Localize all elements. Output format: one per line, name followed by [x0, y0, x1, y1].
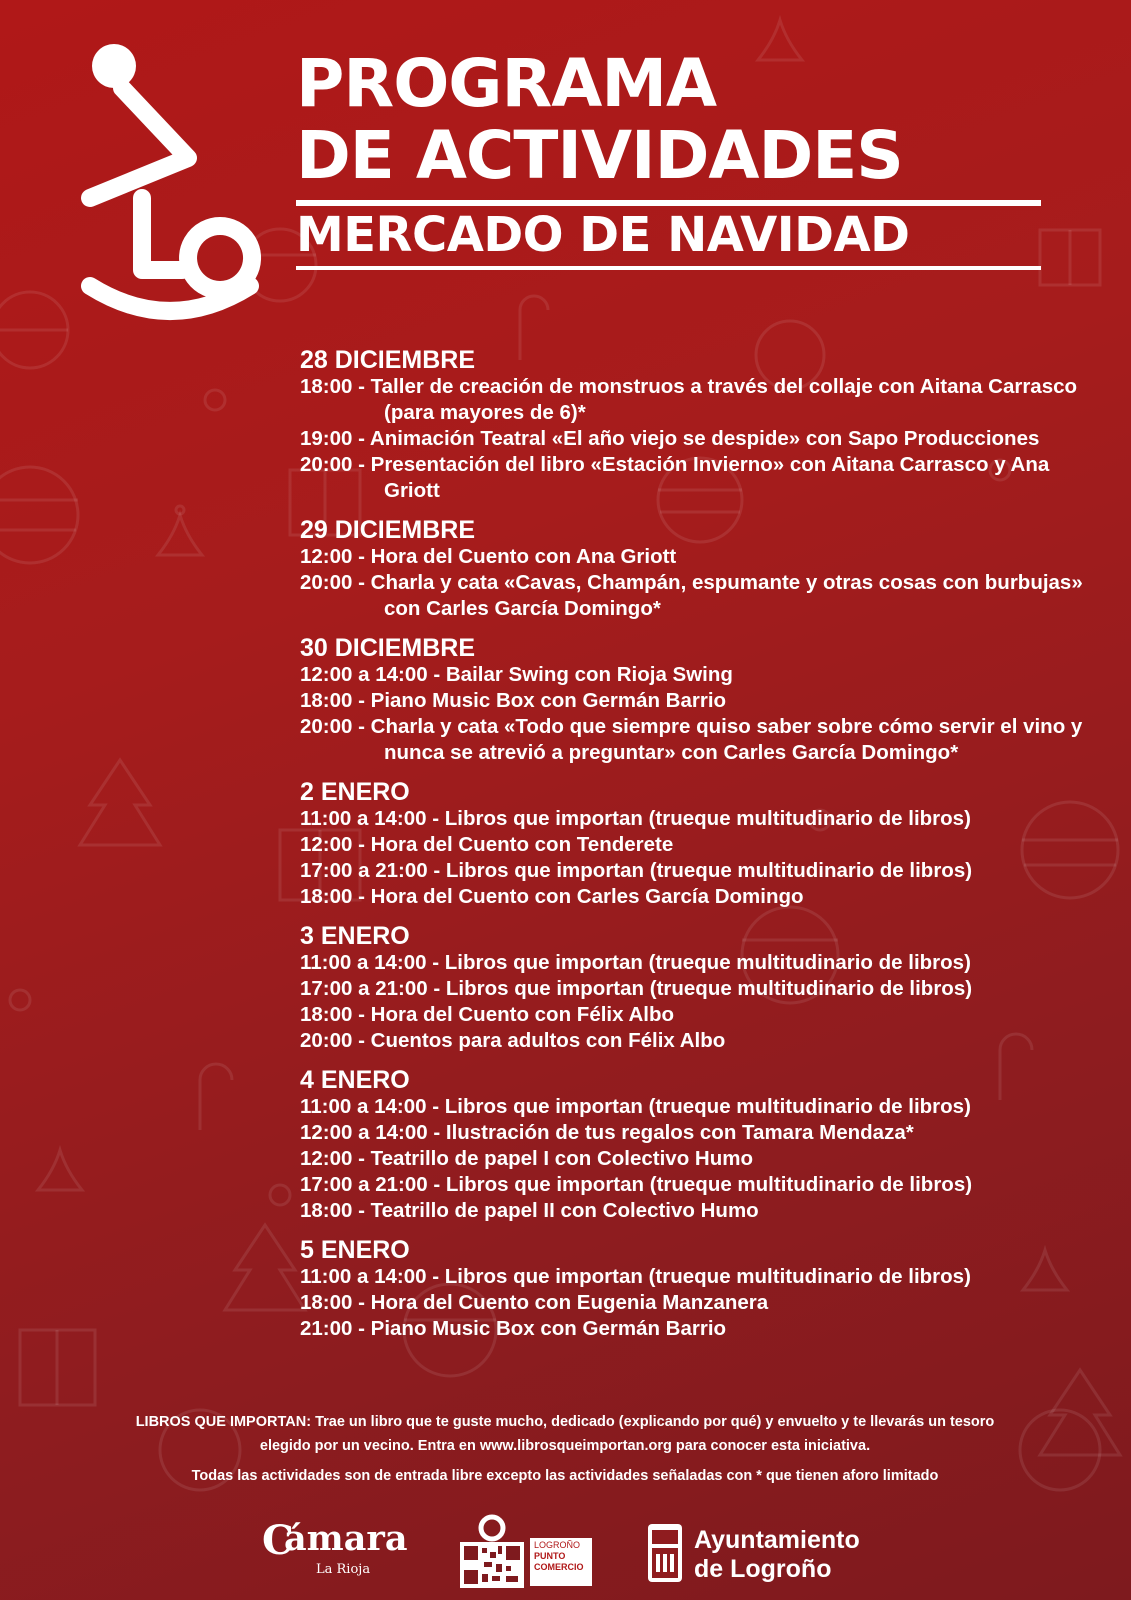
header [296, 45, 1041, 270]
event-item: 18:00 - Hora del Cuento con Carles García Domingo [300, 885, 804, 908]
page-title-line-1: PROGRAMA [296, 45, 717, 122]
day-30-diciembre [300, 634, 1090, 766]
ayuntamiento-name [694, 1526, 860, 1584]
subtitle-divider [296, 266, 1041, 270]
event-item: 20:00 - Presentación del libro «Estación Invierno» con Aitana Carrasco y Ana Griott [300, 453, 1050, 502]
note-label: LIBROS QUE IMPORTAN: [135, 1414, 312, 1430]
event-item: 18:00 - Hora del Cuento con Eugenia Manzanera [300, 1291, 769, 1314]
page-subtitle: MERCADO DE NAVIDAD [296, 207, 910, 263]
event-item: 11:00 a 14:00 - Libros que importan (trueque multitudinario de libros) [300, 1095, 971, 1118]
day-heading: 29 DICIEMBRE [300, 516, 476, 544]
camara-initial: C [262, 1517, 294, 1564]
event-item: 11:00 a 14:00 - Libros que importan (trueque multitudinario de libros) [300, 951, 971, 974]
day-3-enero [300, 922, 1090, 1054]
event-item: 20:00 - Cuentos para adultos con Félix Albo [300, 1029, 726, 1052]
event-item: 19:00 - Animación Teatral «El año viejo se despide» con Sapo Producciones [300, 427, 1040, 450]
note-text-2: elegido por un vecino. Entra en www.librosqueimportan.org para conocer esta iniciativa. [259, 1438, 871, 1454]
event-item: 20:00 - Charla y cata «Cavas, Champán, espumante y otras cosas con burbujas» con Carles García Domingo* [300, 571, 1083, 620]
event-item: 18:00 - Hora del Cuento con Félix Albo [300, 1003, 674, 1026]
day-heading: 30 DICIEMBRE [300, 634, 476, 662]
ayuntamiento-logrono-logo [646, 1522, 886, 1588]
event-item: 12:00 a 14:00 - Bailar Swing con Rioja Swing [300, 663, 733, 686]
day-heading: 2 ENERO [300, 778, 410, 806]
event-item: 12:00 - Teatrillo de papel I con Colectivo Humo [300, 1147, 753, 1170]
day-29-diciembre [300, 516, 1090, 622]
day-4-enero [300, 1066, 1090, 1224]
event-item: 17:00 a 21:00 - Libros que importan (trueque multitudinario de libros) [300, 977, 973, 1000]
event-item: 21:00 - Piano Music Box con Germán Barrio [300, 1317, 727, 1340]
activities-program [300, 346, 1090, 1354]
ayto-line-2: de Logroño [694, 1555, 832, 1583]
event-item: 18:00 - Teatrillo de papel II con Colectivo Humo [300, 1199, 759, 1222]
event-item: 18:00 - Taller de creación de monstruos a través del collaje con Aitana Carrasco (para mayores de 6)* [300, 375, 1078, 424]
day-28-diciembre [300, 346, 1090, 504]
event-item: 12:00 - Hora del Cuento con Tenderete [300, 833, 674, 856]
punto-line-1: LOGROÑO [534, 1540, 581, 1550]
day-heading: 28 DICIEMBRE [300, 346, 476, 374]
ayto-line-1: Ayuntamiento [694, 1526, 860, 1554]
day-2-enero [300, 778, 1090, 910]
event-item: 11:00 a 14:00 - Libros que importan (trueque multitudinario de libros) [300, 1265, 971, 1288]
event-item: 12:00 - Hora del Cuento con Ana Griott [300, 545, 677, 568]
city-shield-icon [646, 1522, 684, 1584]
punto-comercio-box [530, 1538, 592, 1586]
punto-line-2: PUNTO [534, 1551, 566, 1561]
day-5-enero [300, 1236, 1090, 1342]
logrono-punto-comercio-logo [458, 1514, 598, 1590]
camara-subtitle: La Rioja [316, 1562, 371, 1577]
day-heading: 5 ENERO [300, 1236, 410, 1264]
camara-name: ámara [284, 1518, 408, 1559]
punto-line-3: COMERCIO [534, 1562, 584, 1572]
day-heading: 3 ENERO [300, 922, 410, 950]
note-text-1: Trae un libro que te guste mucho, dedicado (explicando por qué) y envuelto y te llevarás un tesoro [315, 1414, 995, 1430]
event-item: 17:00 a 21:00 - Libros que importan (trueque multitudinario de libros) [300, 859, 973, 882]
free-entry-note: Todas las actividades son de entrada libre excepto las actividades señaladas con * que tienen aforo limitado [191, 1468, 939, 1484]
event-item: 20:00 - Charla y cata «Todo que siempre quiso saber sobre cómo servir el vino y nunca se atrevió a preguntar» con Carles García Domingo* [300, 715, 1083, 764]
qr-code-icon [458, 1514, 526, 1590]
camara-la-rioja-logo [262, 1518, 422, 1588]
event-item: 17:00 a 21:00 - Libros que importan (trueque multitudinario de libros) [300, 1173, 973, 1196]
event-item: 18:00 - Piano Music Box con Germán Barrio [300, 689, 727, 712]
day-heading: 4 ENERO [300, 1066, 410, 1094]
page-title-line-2: DE ACTIVIDADES [296, 117, 903, 194]
event-item: 12:00 a 14:00 - Ilustración de tus regalos con Tamara Mendaza* [300, 1121, 914, 1144]
lo-lamp-logo-icon [70, 38, 270, 328]
libros-que-importan-note [60, 1410, 1070, 1458]
event-item: 11:00 a 14:00 - Libros que importan (trueque multitudinario de libros) [300, 807, 971, 830]
